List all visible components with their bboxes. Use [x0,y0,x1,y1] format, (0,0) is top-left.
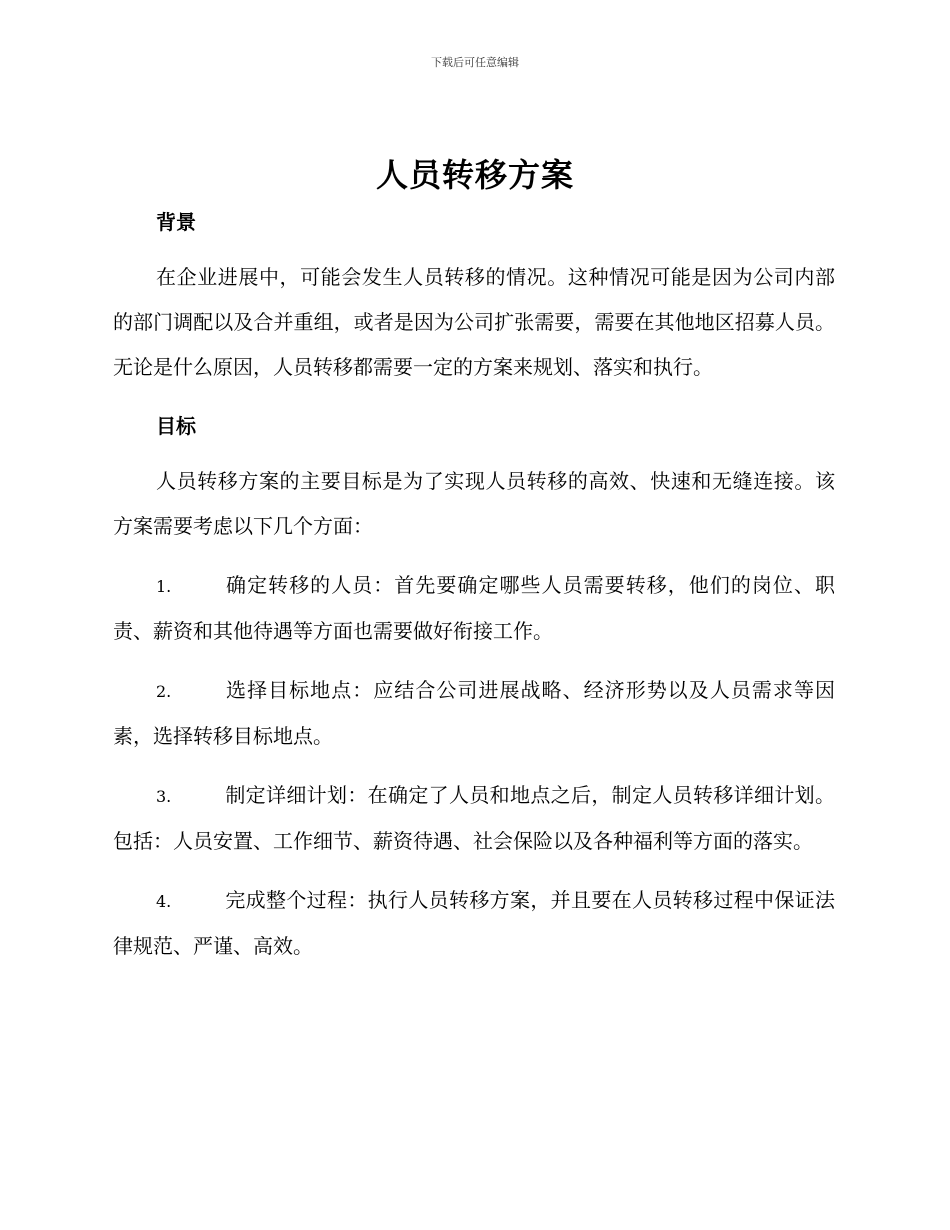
list-item-text: 确定转移的人员：首先要确定哪些人员需要转移，他们的岗位、职责、薪资和其他待遇等方面也需要做好衔接工作。 [113,573,835,643]
page-header-note: 下载后可任意编辑 [431,56,519,69]
list-item-text: 完成整个过程：执行人员转移方案，并且要在人员转移过程中保证法律规范、严谨、高效。 [113,888,835,958]
document-title: 人员转移方案 [375,156,574,194]
list-item-number: 4. [156,892,172,911]
list-item-text: 选择目标地点：应结合公司进展战略、经济形势以及人员需求等因素，选择转移目标地点。 [113,678,835,748]
list-item-number: 2. [156,682,172,701]
list-item-number: 3. [156,787,172,806]
list-item [113,668,835,759]
section-heading-background: 背景 [156,210,196,234]
list-item [113,878,835,969]
section-heading-goal: 目标 [156,414,196,438]
section-paragraph-background: 在企业进展中，可能会发生人员转移的情况。这种情况可能是因为公司内部的部门调配以及合并重组，或者是因为公司扩张需要，需要在其他地区招募人员。无论是什么原因，人员转移都需要一定的方案来规划、落实和执行。 [113,265,835,379]
document-body [113,200,835,969]
list-item [113,563,835,654]
section-paragraph-goal: 人员转移方案的主要目标是为了实现人员转移的高效、快速和无缝连接。该方案需要考虑以下几个方面： [113,469,835,538]
list-item-text: 制定详细计划：在确定了人员和地点之后，制定人员转移详细计划。包括：人员安置、工作细节、薪资待遇、社会保险以及各种福利等方面的落实。 [113,783,835,853]
list-item [113,773,835,864]
list-item-number: 1. [156,577,172,596]
